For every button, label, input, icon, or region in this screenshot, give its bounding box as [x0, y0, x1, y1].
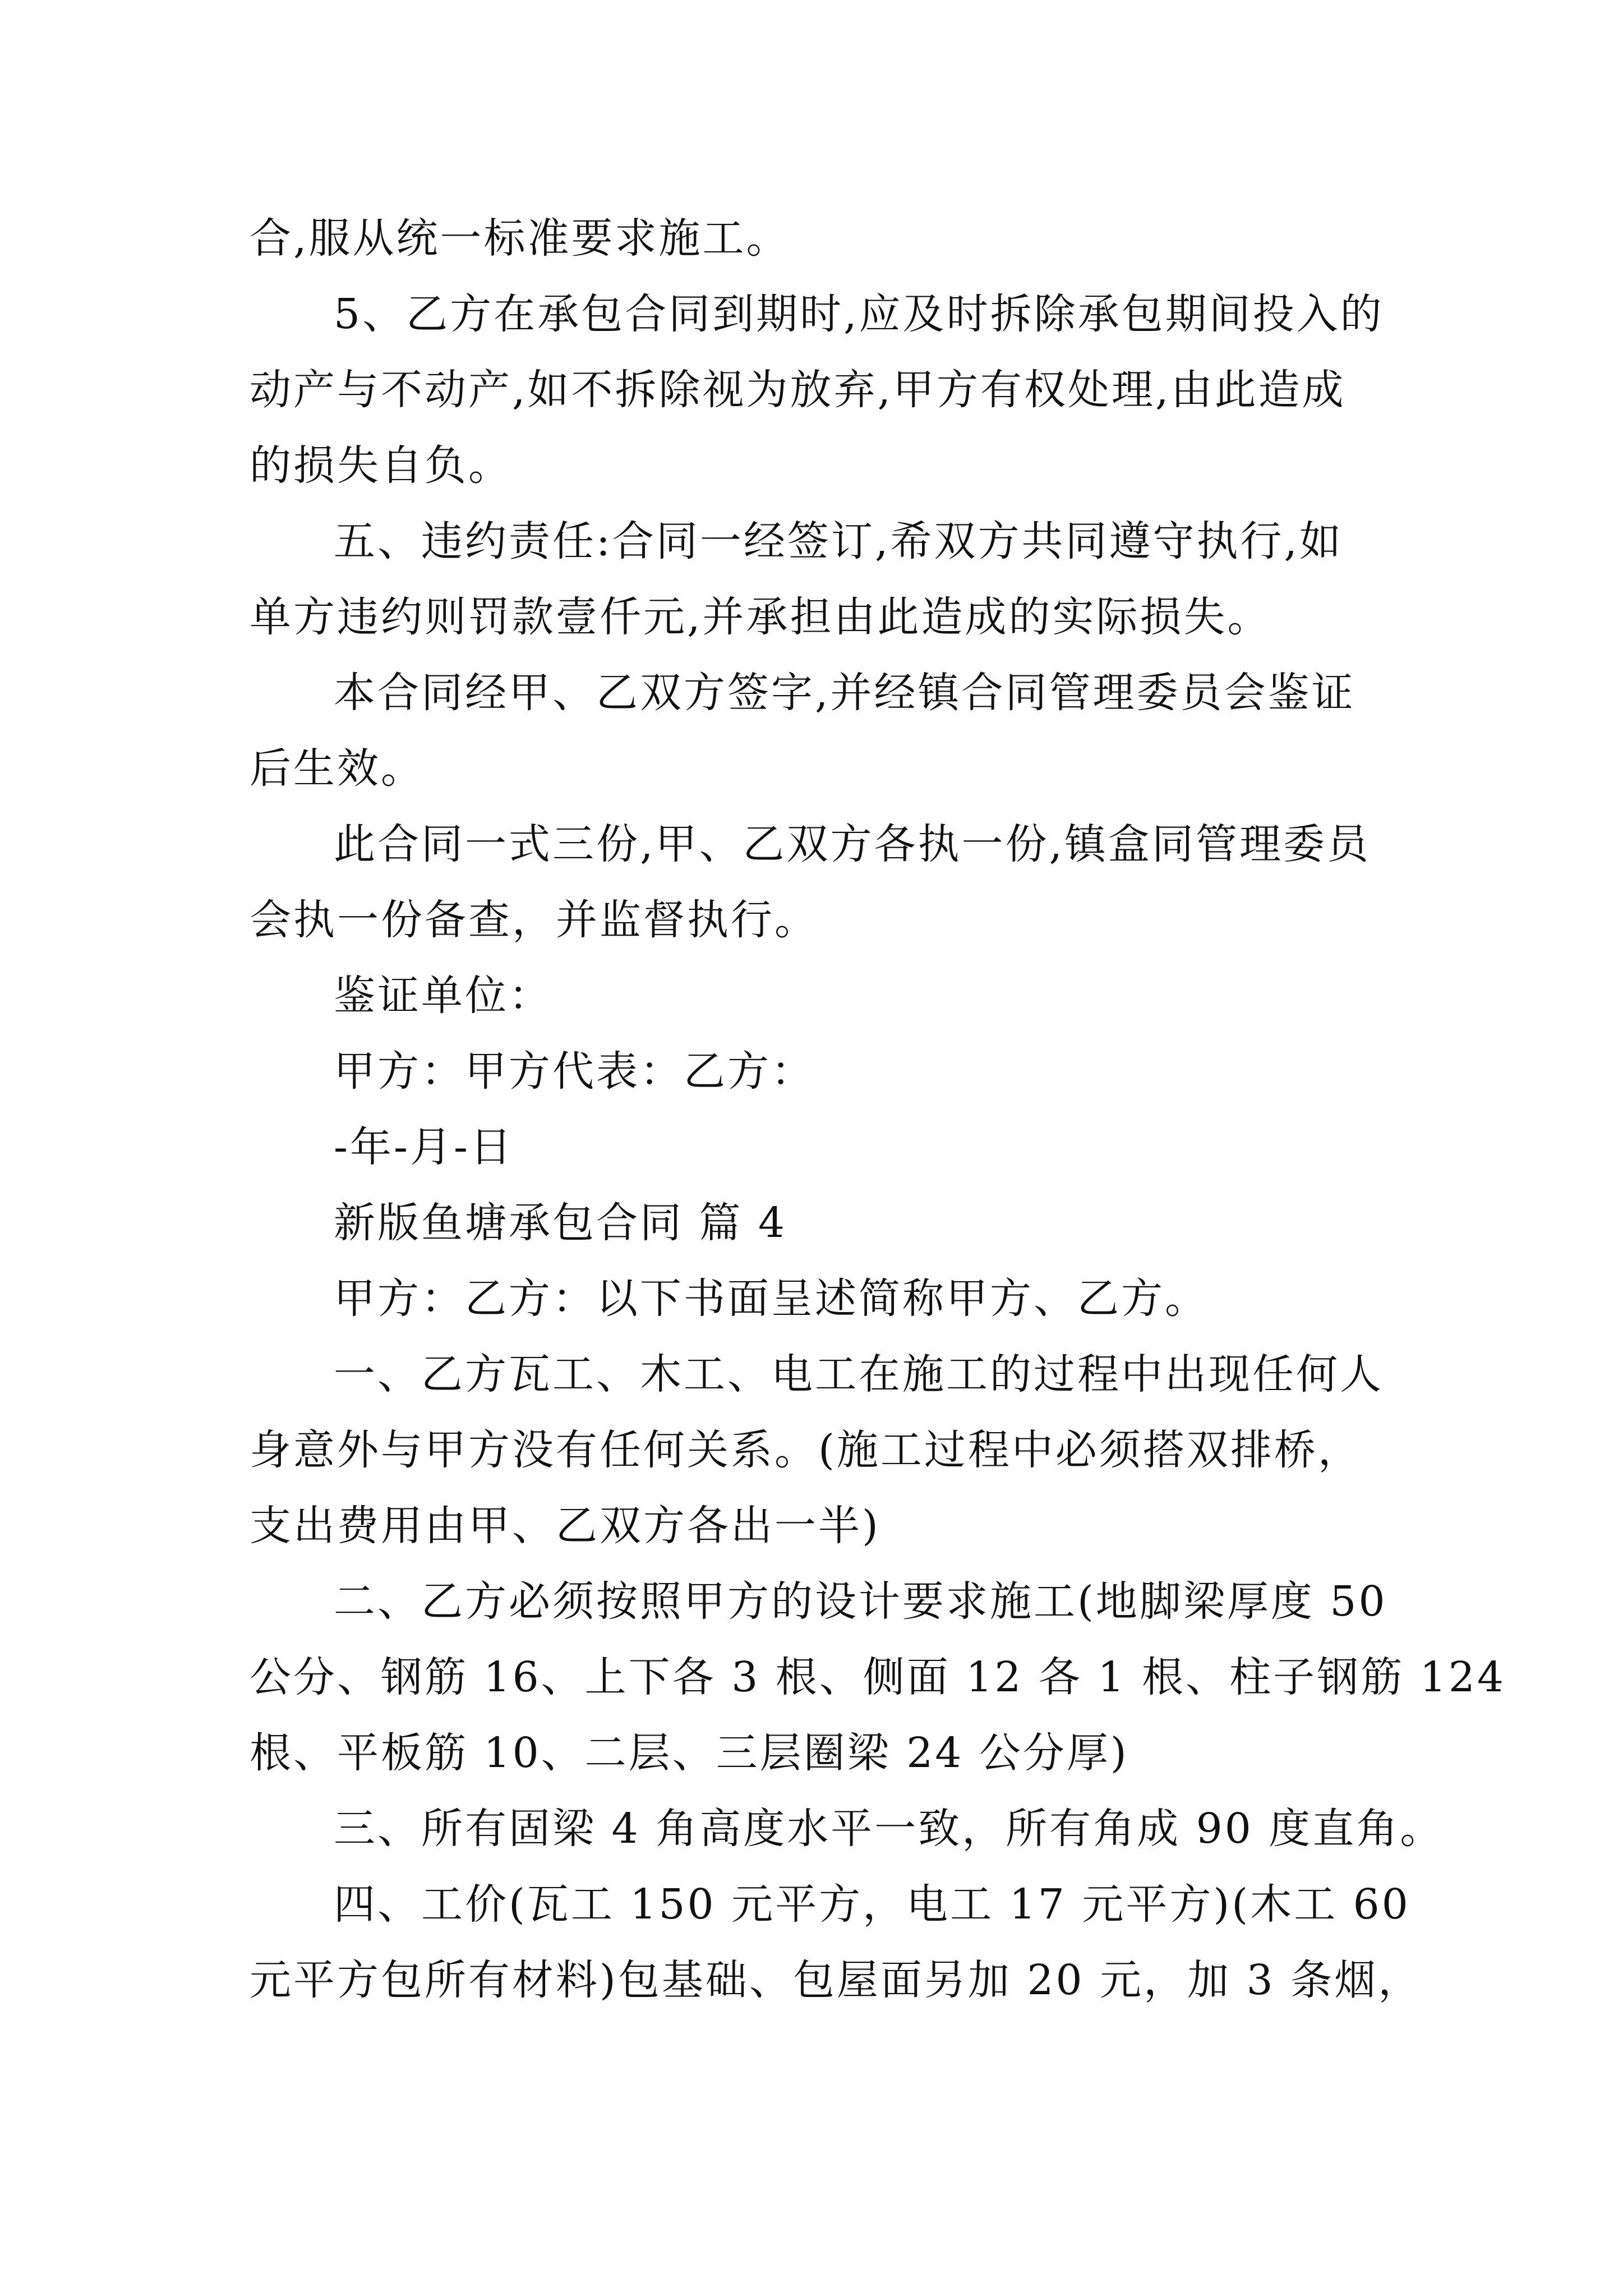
text-line: 5、乙方在承包合同到期时,应及时拆除承包期间投入的 [334, 290, 1384, 338]
text-line: 根、平板筋 10、二层、三层圈梁 24 公分厚) [250, 1729, 1129, 1777]
text-line: 鉴证单位： [334, 972, 552, 1020]
text-line: 单方违约则罚款壹仟元,并承担由此造成的实际损失。 [250, 593, 1271, 641]
text-line: 身意外与甲方没有任何关系。(施工过程中必须搭双排桥， [250, 1426, 1362, 1474]
text-line: 后生效。 [250, 744, 425, 793]
text-line: 合,服从统一标准要求施工。 [250, 214, 790, 263]
document-body [250, 201, 1506, 2018]
text-line: 的损失自负。 [250, 441, 512, 490]
text-line: 公分、钢筋 16、上下各 3 根、侧面 12 各 1 根、柱子钢筋 124 [250, 1653, 1506, 1701]
text-line: 四、工价(瓦工 150 元平方，电工 17 元平方)(木工 60 [334, 1880, 1410, 1929]
text-line: 甲方：甲方代表：乙方： [334, 1047, 815, 1096]
text-line: 新版鱼塘承包合同 篇 4 [334, 1199, 787, 1247]
text-line: 三、所有固梁 4 角高度水平一致，所有角成 90 度直角。 [334, 1805, 1444, 1853]
text-line: 此合同一式三份,甲、乙双方各执一份,镇盒同管理委员 [334, 820, 1371, 868]
text-line: 二、乙方必须按照甲方的设计要求施工(地脚梁厚度 50 [334, 1577, 1387, 1626]
text-line: 一、乙方瓦工、木工、电工在施工的过程中出现任何人 [334, 1350, 1384, 1398]
text-line: 动产与不动产,如不拆除视为放弃,甲方有权处理,由此造成 [250, 366, 1346, 414]
text-line: 本合同经甲、乙双方签字,并经镇合同管理委员会鉴证 [334, 669, 1355, 717]
text-line: 五、违约责任:合同一经签订,希双方共同遵守执行,如 [334, 517, 1343, 565]
text-line: 甲方：乙方：以下书面呈述简称甲方、乙方。 [334, 1274, 1209, 1323]
text-line: -年-月-日 [334, 1123, 514, 1171]
text-line: 支出费用由甲、乙双方各出一半) [250, 1502, 880, 1550]
text-line: 元平方包所有材料)包基础、包屋面另加 20 元，加 3 条烟， [250, 1956, 1422, 2004]
text-line: 会执一份备查，并监督执行。 [250, 896, 818, 944]
